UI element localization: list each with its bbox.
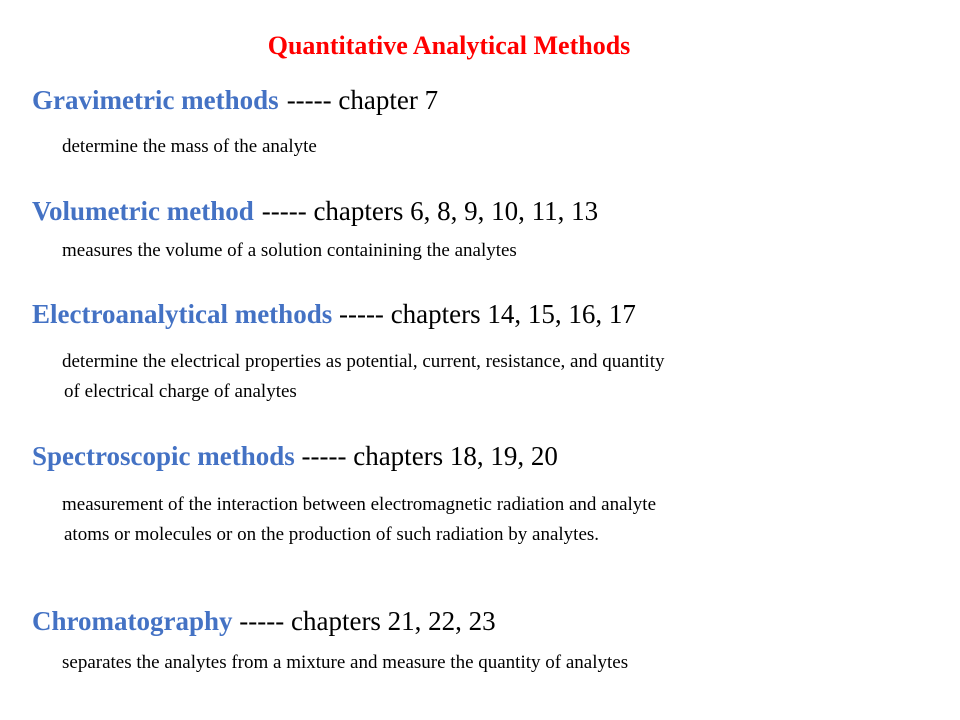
method-description-gravimetric bbox=[62, 132, 932, 162]
method-description-volumetric bbox=[62, 236, 932, 266]
description-line: determine the mass of the analyte bbox=[62, 136, 317, 157]
method-description-electroanalytical bbox=[62, 347, 932, 407]
method-separator: ----- bbox=[239, 606, 285, 636]
method-chapters: chapters 6, 8, 9, 10, 11, 13 bbox=[313, 196, 599, 226]
method-name: Volumetric method bbox=[32, 196, 254, 226]
description-line: determine the electrical properties as potential, current, resistance, and quantity bbox=[62, 351, 665, 372]
method-chapters: chapters 14, 15, 16, 17 bbox=[390, 299, 636, 329]
method-separator: ----- bbox=[261, 196, 307, 226]
method-description-chromatography bbox=[62, 648, 932, 678]
method-heading-electroanalytical bbox=[32, 296, 636, 332]
method-separator: ----- bbox=[301, 441, 347, 471]
description-line: atoms or molecules or on the production of such radiation by analytes. bbox=[64, 524, 600, 545]
description-line: measurement of the interaction between electromagnetic radiation and analyte bbox=[62, 494, 657, 515]
method-name: Chromatography bbox=[32, 606, 233, 636]
method-name: Spectroscopic methods bbox=[32, 441, 295, 471]
method-separator: ----- bbox=[338, 299, 384, 329]
method-chapters: chapters 21, 22, 23 bbox=[290, 606, 496, 636]
method-name: Electroanalytical methods bbox=[32, 299, 333, 329]
page-title: Quantitative Analytical Methods bbox=[267, 31, 631, 60]
method-description-spectroscopic bbox=[62, 490, 932, 550]
description-line: separates the analytes from a mixture and measure the quantity of analytes bbox=[62, 652, 629, 673]
description-line: measures the volume of a solution containining the analytes bbox=[62, 240, 517, 261]
method-heading-gravimetric bbox=[32, 82, 438, 118]
method-heading-chromatography bbox=[32, 603, 496, 639]
method-chapters: chapters 18, 19, 20 bbox=[353, 441, 558, 471]
method-name: Gravimetric methods bbox=[32, 85, 279, 115]
method-chapters: chapter 7 bbox=[338, 85, 439, 115]
description-line: of electrical charge of analytes bbox=[64, 381, 297, 402]
method-heading-spectroscopic bbox=[32, 438, 558, 474]
method-heading-volumetric bbox=[32, 193, 598, 229]
method-separator: ----- bbox=[286, 85, 332, 115]
